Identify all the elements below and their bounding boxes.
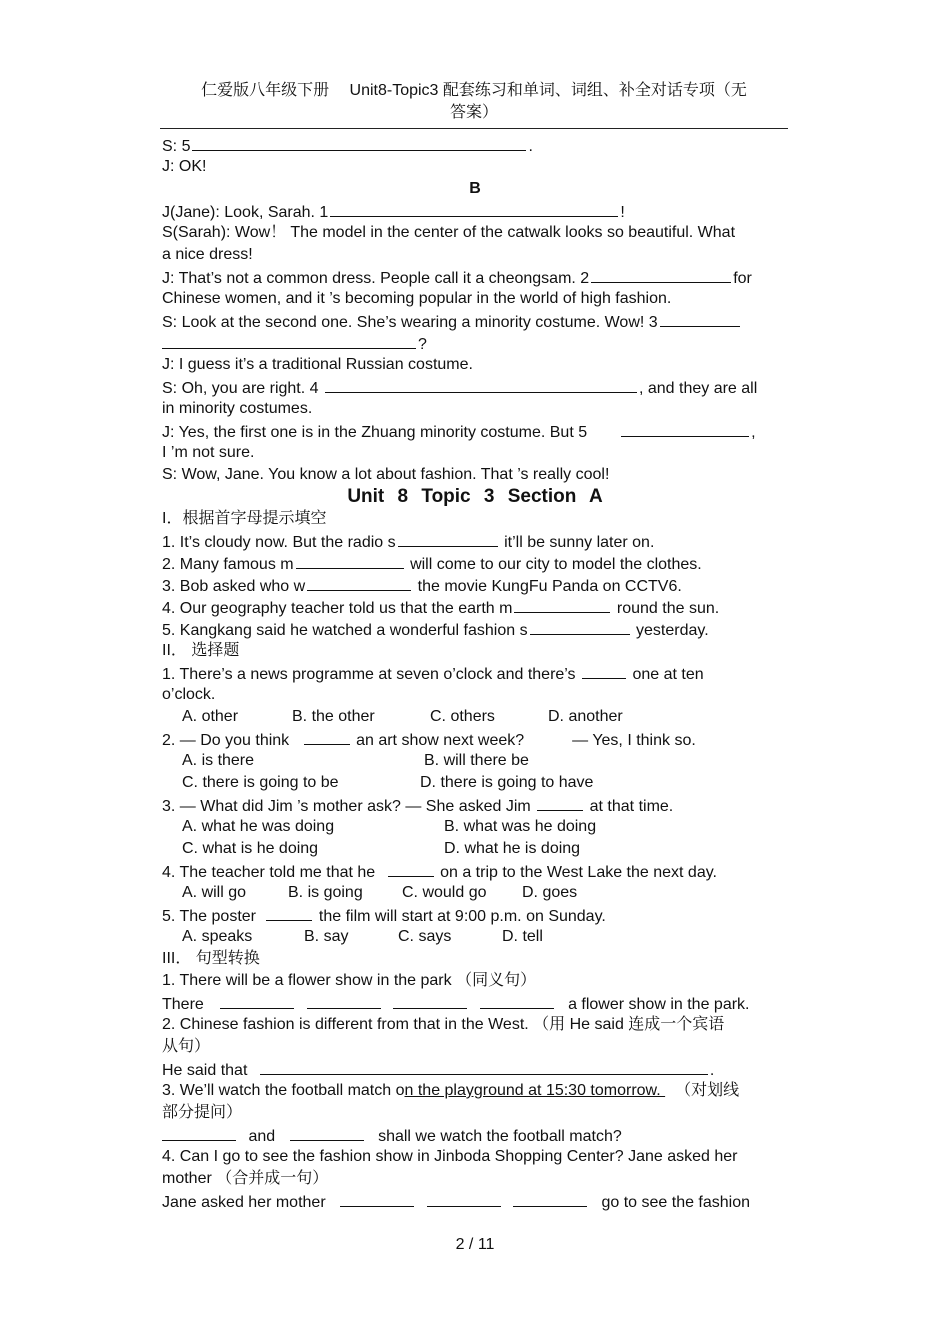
part-heading: III． 句型转换 [162, 950, 260, 967]
question-line: mother （合并成一句） [162, 1170, 329, 1187]
blank-line [266, 904, 312, 921]
text-line: J: Yes, the first one is in the Zhuang minority costume. But 5 , [162, 420, 788, 442]
option: A. will go [182, 884, 247, 901]
answer-line: and shall we watch the football match? [162, 1124, 788, 1146]
blank-line [480, 992, 554, 1009]
question-line: o’clock. [162, 686, 216, 703]
part-heading: I．根据首字母提示填空 [162, 510, 327, 527]
text-line: ? [162, 332, 788, 354]
blank-line [537, 794, 583, 811]
options-line [162, 838, 788, 860]
text-line: S: Oh, you are right. 4 , and they are all [162, 376, 788, 398]
question-line: 部分提问） [162, 1104, 243, 1121]
blank-line [307, 574, 411, 591]
page-header [160, 80, 788, 124]
text-line: in minority costumes. [162, 400, 313, 417]
text-line: a nice dress! [162, 246, 253, 263]
blank-line [162, 332, 416, 349]
text-line: I ’m not sure. [162, 444, 255, 461]
question-line: 1. There will be a flower show in the park （同义句） [162, 972, 537, 989]
blank-line [162, 1124, 236, 1141]
question-line: 从句） [162, 1038, 211, 1055]
option: D. another [548, 708, 623, 725]
option: B. is going [288, 884, 363, 901]
part-heading: II． 选择题 [162, 642, 240, 659]
options-line [162, 882, 788, 904]
underlined-phrase: n the playground at 15:30 tomorrow. [404, 1082, 666, 1099]
option: D. goes [522, 884, 578, 901]
question-line: 1. It’s cloudy now. But the radio s it’ll be sunny later on. [162, 530, 788, 552]
option: C. what is he doing [182, 840, 319, 857]
text-line: S: Wow, Jane. You know a lot about fashion. That ’s really cool! [162, 466, 610, 483]
text-line: J: OK! [162, 158, 207, 175]
blank-line [260, 1058, 708, 1075]
question-line: 4. The teacher told me that he on a trip to the West Lake the next day. [162, 860, 788, 882]
blank-line [220, 992, 294, 1009]
answer-line: There a flower show in the park. [162, 992, 788, 1014]
option: D. there is going to have [420, 774, 594, 791]
question-line: 4. Can I go to see the fashion show in Jinboda Shopping Center? Jane asked her [162, 1148, 738, 1165]
answer-line: Jane asked her mother go to see the fashion [162, 1190, 788, 1212]
options-line [162, 706, 788, 728]
blank-line [398, 530, 498, 547]
option: B. what was he doing [444, 818, 597, 835]
blank-line [304, 728, 350, 745]
page-content [162, 134, 788, 1212]
header-title: 仁爱版八年级下册 Unit8-Topic3 配套练习和单词、词组、补全对话专项（无 [201, 82, 747, 99]
text-line: S(Sarah): Wow！ The model in the center of the catwalk looks so beautiful. What [162, 224, 736, 241]
options-line [162, 750, 788, 772]
option: A. what he was doing [182, 818, 335, 835]
text-line: S: 5 . [162, 134, 788, 156]
blank-line [530, 618, 630, 635]
question-line: 1. There’s a news programme at seven o’clock and there’s one at ten [162, 662, 788, 684]
option: B. say [304, 928, 349, 945]
options-line [162, 816, 788, 838]
blank-line [393, 992, 467, 1009]
text-line: J: I guess it’s a traditional Russian costume. [162, 356, 473, 373]
blank-line [621, 420, 749, 437]
options-line [162, 772, 788, 794]
option: C. says [398, 928, 452, 945]
option: B. will there be [424, 752, 529, 769]
question-line: 2. Chinese fashion is different from that in the West. （用 He said 连成一个宾语 [162, 1016, 725, 1033]
question-line: 5. The poster the film will start at 9:00 p.m. on Sunday. [162, 904, 788, 926]
blank-line [296, 552, 404, 569]
option: A. is there [182, 752, 255, 769]
section-title: Unit 8 Topic 3 Section A [347, 486, 603, 507]
blank-line [340, 1190, 414, 1207]
text-line: Chinese women, and it ’s becoming popular in the world of high fashion. [162, 290, 672, 307]
option: B. the other [292, 708, 375, 725]
header-divider [160, 128, 788, 129]
question-line: 3. We’ll watch the football match on the playground at 15:30 tomorrow. （对划线 [162, 1082, 740, 1099]
text-line: J: That’s not a common dress. People call it a cheongsam. 2 for [162, 266, 788, 288]
blank-line [582, 662, 626, 679]
option: A. speaks [182, 928, 253, 945]
question-line: 3. — What did Jim ’s mother ask? — She asked Jim at that time. [162, 794, 788, 816]
option: D. tell [502, 928, 543, 945]
blank-line [591, 266, 731, 283]
option: D. what he is doing [444, 840, 581, 857]
blank-line [325, 376, 637, 393]
blank-line [513, 1190, 587, 1207]
page-number: 2 / 11 [455, 1236, 495, 1253]
answer-line: He said that . [162, 1058, 788, 1080]
blank-line [192, 134, 526, 151]
text-line: S: Look at the second one. She’s wearing a minority costume. Wow! 3 [162, 310, 788, 332]
option: C. others [430, 708, 495, 725]
dialog-b-title: B [469, 180, 481, 197]
text-line: J(Jane): Look, Sarah. 1 ! [162, 200, 788, 222]
blank-line [514, 596, 610, 613]
header-title-cont: 答案） [449, 104, 498, 121]
option: C. would go [402, 884, 487, 901]
option: C. there is going to be [182, 774, 339, 791]
blank-line [330, 200, 618, 217]
options-line [162, 926, 788, 948]
question-line: 2. Many famous m will come to our city to model the clothes. [162, 552, 788, 574]
question-line: 4. Our geography teacher told us that the earth m round the sun. [162, 596, 788, 618]
question-line: 3. Bob asked who w the movie KungFu Panda on CCTV6. [162, 574, 788, 596]
blank-line [388, 860, 434, 877]
blank-line [290, 1124, 364, 1141]
question-line: 5. Kangkang said he watched a wonderful fashion s yesterday. [162, 618, 788, 640]
blank-line [660, 310, 740, 327]
option: A. other [182, 708, 239, 725]
blank-line [307, 992, 381, 1009]
blank-line [427, 1190, 501, 1207]
question-line: 2. — Do you think an art show next week? — Yes, I think so. [162, 728, 788, 750]
